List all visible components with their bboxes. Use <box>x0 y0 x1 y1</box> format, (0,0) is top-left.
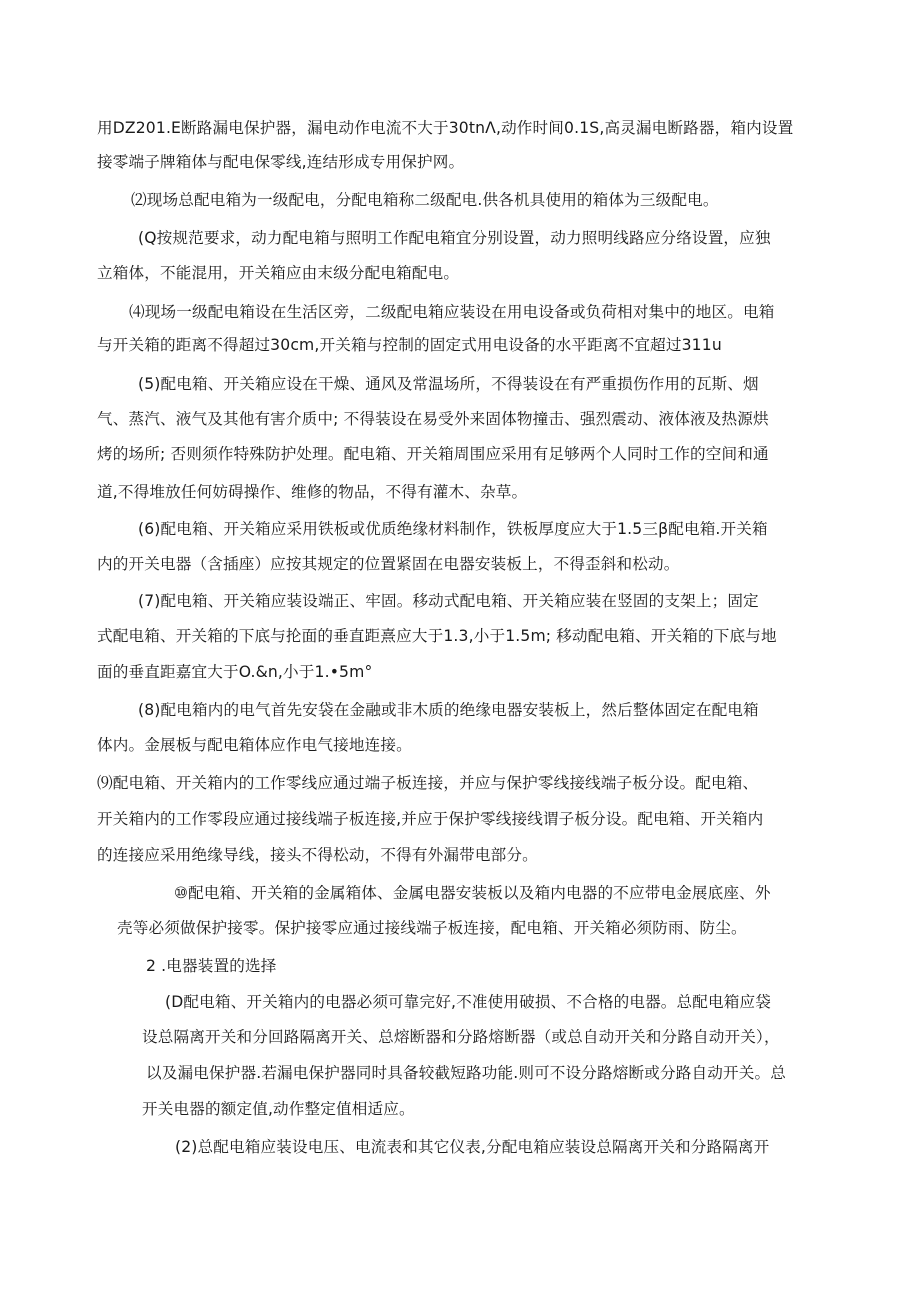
text-line: 与开关箱的距离不得超过30cm,开关箱与控制的固定式用电设备的水平距离不宜超过311u <box>97 336 722 354</box>
text-line: ⑷现场一级配电箱设在生活区旁，二级配电箱应装设在用电设备或负荷相对集中的地区。电箱 <box>129 303 775 321</box>
text-line: (6)配电箱、开关箱应采用铁板或优质绝缘材料制作，铁板厚度应大于1.5三β配电箱.开关箱 <box>138 520 768 538</box>
section-heading: 2 .电器装置的选择 <box>146 957 277 975</box>
text-line: (Q按规范要求，动力配电箱与照明工作配电箱宜分别设置，动力照明线路应分络设置，应独 <box>138 229 771 247</box>
text-line: ⑵现场总配电箱为一级配电，分配电箱称二级配电.供各机具使用的箱体为三级配电。 <box>131 191 719 209</box>
text-line: (5)配电箱、开关箱应设在干燥、通风及常温场所，不得装设在有严重损伤作用的瓦斯、烟 <box>138 375 759 393</box>
text-line: 式配电箱、开关箱的下底与抡面的垂直距熹应大于1.3,小于1.5m; 移动配电箱、开关箱的下底与地 <box>97 627 777 645</box>
text-line: 开关箱内的工作零段应通过接线端子板连接,并应于保护零线接线谓子板分设。配电箱、开关箱内 <box>97 810 764 828</box>
text-line: 用DZ201.E断路漏电保护器，漏电动作电流不大于30tnΛ,动作时间0.1S,高灵漏电断路器，箱内设置 <box>97 119 794 137</box>
text-line: 的连接应采用绝缘导线，接头不得松动，不得有外漏带电部分。 <box>97 846 538 864</box>
text-line: 道,不得堆放任何妨碍操作、维修的物品，不得有灌木、杂草。 <box>97 483 528 501</box>
text-line: (D配电箱、开关箱内的电器必须可靠完好,不准使用破损、不合格的电器。总配电箱应袋 <box>165 993 772 1011</box>
text-line: 烤的场所; 否则须作特殊防护处理。配电箱、开关箱周围应采用有足够两个人同时工作的空间和通 <box>97 445 769 463</box>
text-line: 开关电器的额定值,动作整定值相适应。 <box>142 1100 415 1118</box>
text-line: 体内。金展板与配电箱体应作电气接地连接。 <box>97 736 412 754</box>
text-line: (7)配电箱、开关箱应装设端正、牢固。移动式配电箱、开关箱应装在竖固的支架上；固定 <box>138 592 759 610</box>
text-line: 以及漏电保护器.若漏电保护器同时具备较截短路功能.则可不设分路熔断或分路自动开关。总 <box>146 1064 786 1082</box>
text-line: ⑼配电箱、开关箱内的工作零线应通过端子板连接，并应与保护零线接线端子板分设。配电箱、 <box>97 774 759 792</box>
text-line: 设总隔离开关和分回路隔离开关、总熔断器和分路熔断器（或总自动开关和分路自动开关）， <box>142 1028 780 1046</box>
text-line: 气、蒸汽、液气及其他有害介质中; 不得装设在易受外来固体物撞击、强烈震动、液体液及热源烘 <box>97 410 769 428</box>
text-line: 内的开关电器（含插座）应按其规定的位置紧固在电器安装板上，不得歪斜和松动。 <box>97 555 680 573</box>
text-line: 接零端子牌箱体与配电保零线,连结形成专用保护网。 <box>97 153 465 171</box>
text-line: ⑩配电箱、开关箱的金属箱体、金属电器安装板以及箱内电器的不应带电金展底座、外 <box>174 884 771 902</box>
text-line: 壳等必须做保护接零。保护接零应通过接线端子板连接，配电箱、开关箱必须防雨、防尘。 <box>117 919 747 937</box>
text-line: (2)总配电箱应装设电压、电流表和其它仪表,分配电箱应装设总隔离开关和分路隔离开 <box>175 1138 770 1156</box>
text-line: 面的垂直距嘉宜大于O.&n,小于1.•5m° <box>97 663 373 681</box>
text-line: (8)配电箱内的电气首先安袋在金融或非木质的绝缘电器安装板上，然后整体固定在配电箱 <box>138 701 759 719</box>
text-line: 立箱体，不能混用，开关箱应由末级分配电箱配电。 <box>97 264 460 282</box>
